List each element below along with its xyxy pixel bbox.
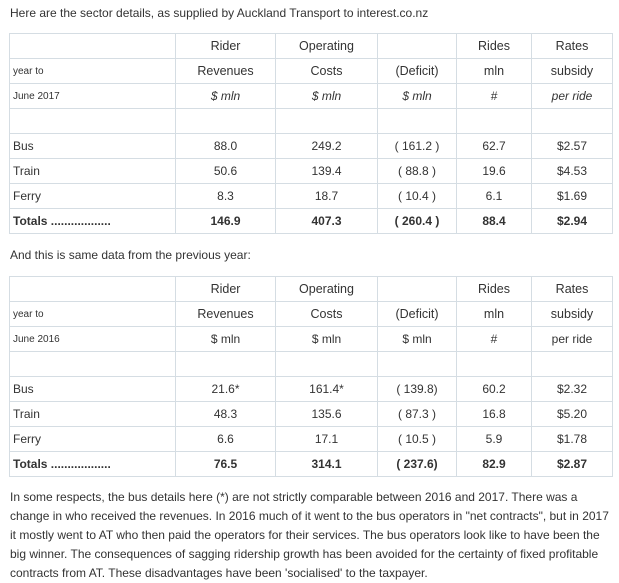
commentary-paragraph: In some respects, the bus details here (*) are not strictly comparable between 2016 and 2017. There was a change in who received the revenues. In 2016 much of it went to the bus operators in "net contracts", but in 2017 it mostly went to AT who then paid the operators for their services. The bus operators look like to have been the big winner. The consequences of sagging ridership growth has been avoided for the certainty of fixed profitable contracts from AT. These disadvantages have been 'socialised' to the taxpayer. — [10, 490, 609, 580]
header-cell: Rides — [457, 34, 532, 59]
row-label: Bus — [10, 377, 176, 402]
table-cell: ( 88.8 ) — [378, 159, 457, 184]
unit-cell: per ride — [532, 327, 613, 352]
header-row-2 — [10, 302, 613, 327]
spacer-row — [10, 109, 613, 134]
table-cell: 249.2 — [276, 134, 378, 159]
header-cell: (Deficit) — [378, 59, 457, 84]
unit-cell: $ mln — [276, 84, 378, 109]
header-row-1 — [10, 34, 613, 59]
table-cell: 139.4 — [276, 159, 378, 184]
table-cell: $5.20 — [532, 402, 613, 427]
table-cell: 17.1 — [276, 427, 378, 452]
table-cell: $2.32 — [532, 377, 613, 402]
header-cell: Rider — [176, 34, 276, 59]
table-cell: 135.6 — [276, 402, 378, 427]
header-row-1 — [10, 277, 613, 302]
header-cell: year to — [10, 302, 176, 327]
header-cell: Costs — [276, 59, 378, 84]
table-cell: $2.57 — [532, 134, 613, 159]
table-row — [10, 184, 613, 209]
totals-cell: 407.3 — [276, 209, 378, 234]
table-cell: 19.6 — [457, 159, 532, 184]
unit-cell: $ mln — [378, 84, 457, 109]
header-cell — [10, 277, 176, 302]
table-cell: 5.9 — [457, 427, 532, 452]
header-cell: subsidy — [532, 59, 613, 84]
header-cell — [10, 34, 176, 59]
table-cell: 48.3 — [176, 402, 276, 427]
header-cell — [378, 34, 457, 59]
header-cell: Revenues — [176, 302, 276, 327]
header-cell: Rides — [457, 277, 532, 302]
totals-cell: 146.9 — [176, 209, 276, 234]
header-cell: Revenues — [176, 59, 276, 84]
header-cell: June 2017 — [10, 84, 176, 109]
table-cell: ( 87.3 ) — [378, 402, 457, 427]
row-label: Ferry — [10, 184, 176, 209]
sector-table-2016 — [9, 276, 613, 477]
header-row-2 — [10, 59, 613, 84]
sector-table-2017 — [9, 33, 613, 234]
intro-paragraph: Here are the sector details, as supplied by Auckland Transport to interest.co.nz — [10, 6, 429, 20]
spacer-row — [10, 352, 613, 377]
totals-cell: 88.4 — [457, 209, 532, 234]
table-cell: 161.4* — [276, 377, 378, 402]
table-cell: 8.3 — [176, 184, 276, 209]
totals-row — [10, 452, 613, 477]
header-cell: Operating — [276, 277, 378, 302]
unit-cell: # — [457, 84, 532, 109]
table-cell: $1.69 — [532, 184, 613, 209]
row-label: Train — [10, 159, 176, 184]
unit-row — [10, 84, 613, 109]
table-cell: 50.6 — [176, 159, 276, 184]
row-label: Bus — [10, 134, 176, 159]
unit-cell: # — [457, 327, 532, 352]
unit-cell: $ mln — [276, 327, 378, 352]
table-cell: 60.2 — [457, 377, 532, 402]
header-cell: subsidy — [532, 302, 613, 327]
unit-cell: per ride — [532, 84, 613, 109]
table-cell: 88.0 — [176, 134, 276, 159]
totals-cell: 314.1 — [276, 452, 378, 477]
table-cell: 6.6 — [176, 427, 276, 452]
header-cell: Rider — [176, 277, 276, 302]
totals-cell: $2.87 — [532, 452, 613, 477]
table-cell: ( 139.8) — [378, 377, 457, 402]
totals-cell: 76.5 — [176, 452, 276, 477]
table-row — [10, 427, 613, 452]
table-cell: $4.53 — [532, 159, 613, 184]
table-cell: 16.8 — [457, 402, 532, 427]
header-cell: mln — [457, 59, 532, 84]
table-cell: 6.1 — [457, 184, 532, 209]
header-cell: Costs — [276, 302, 378, 327]
table-row — [10, 134, 613, 159]
unit-cell: $ mln — [176, 84, 276, 109]
totals-cell: ( 260.4 ) — [378, 209, 457, 234]
header-cell: (Deficit) — [378, 302, 457, 327]
table-cell: ( 10.5 ) — [378, 427, 457, 452]
unit-row — [10, 327, 613, 352]
table-cell: ( 10.4 ) — [378, 184, 457, 209]
totals-cell: 82.9 — [457, 452, 532, 477]
header-cell — [378, 277, 457, 302]
totals-cell: ( 237.6) — [378, 452, 457, 477]
table-cell: ( 161.2 ) — [378, 134, 457, 159]
table-cell: 21.6* — [176, 377, 276, 402]
table-cell: 18.7 — [276, 184, 378, 209]
table-row — [10, 377, 613, 402]
table-cell: $1.78 — [532, 427, 613, 452]
unit-cell: $ mln — [176, 327, 276, 352]
header-cell: June 2016 — [10, 327, 176, 352]
header-cell: year to — [10, 59, 176, 84]
header-cell: mln — [457, 302, 532, 327]
totals-row — [10, 209, 613, 234]
header-cell: Rates — [532, 34, 613, 59]
totals-cell: $2.94 — [532, 209, 613, 234]
header-cell: Operating — [276, 34, 378, 59]
unit-cell: $ mln — [378, 327, 457, 352]
table-row — [10, 159, 613, 184]
totals-label: Totals .................. — [10, 452, 176, 477]
table-row — [10, 402, 613, 427]
row-label: Train — [10, 402, 176, 427]
totals-label: Totals .................. — [10, 209, 176, 234]
previous-year-caption: And this is same data from the previous year: — [10, 248, 251, 262]
row-label: Ferry — [10, 427, 176, 452]
header-cell: Rates — [532, 277, 613, 302]
table-cell: 62.7 — [457, 134, 532, 159]
